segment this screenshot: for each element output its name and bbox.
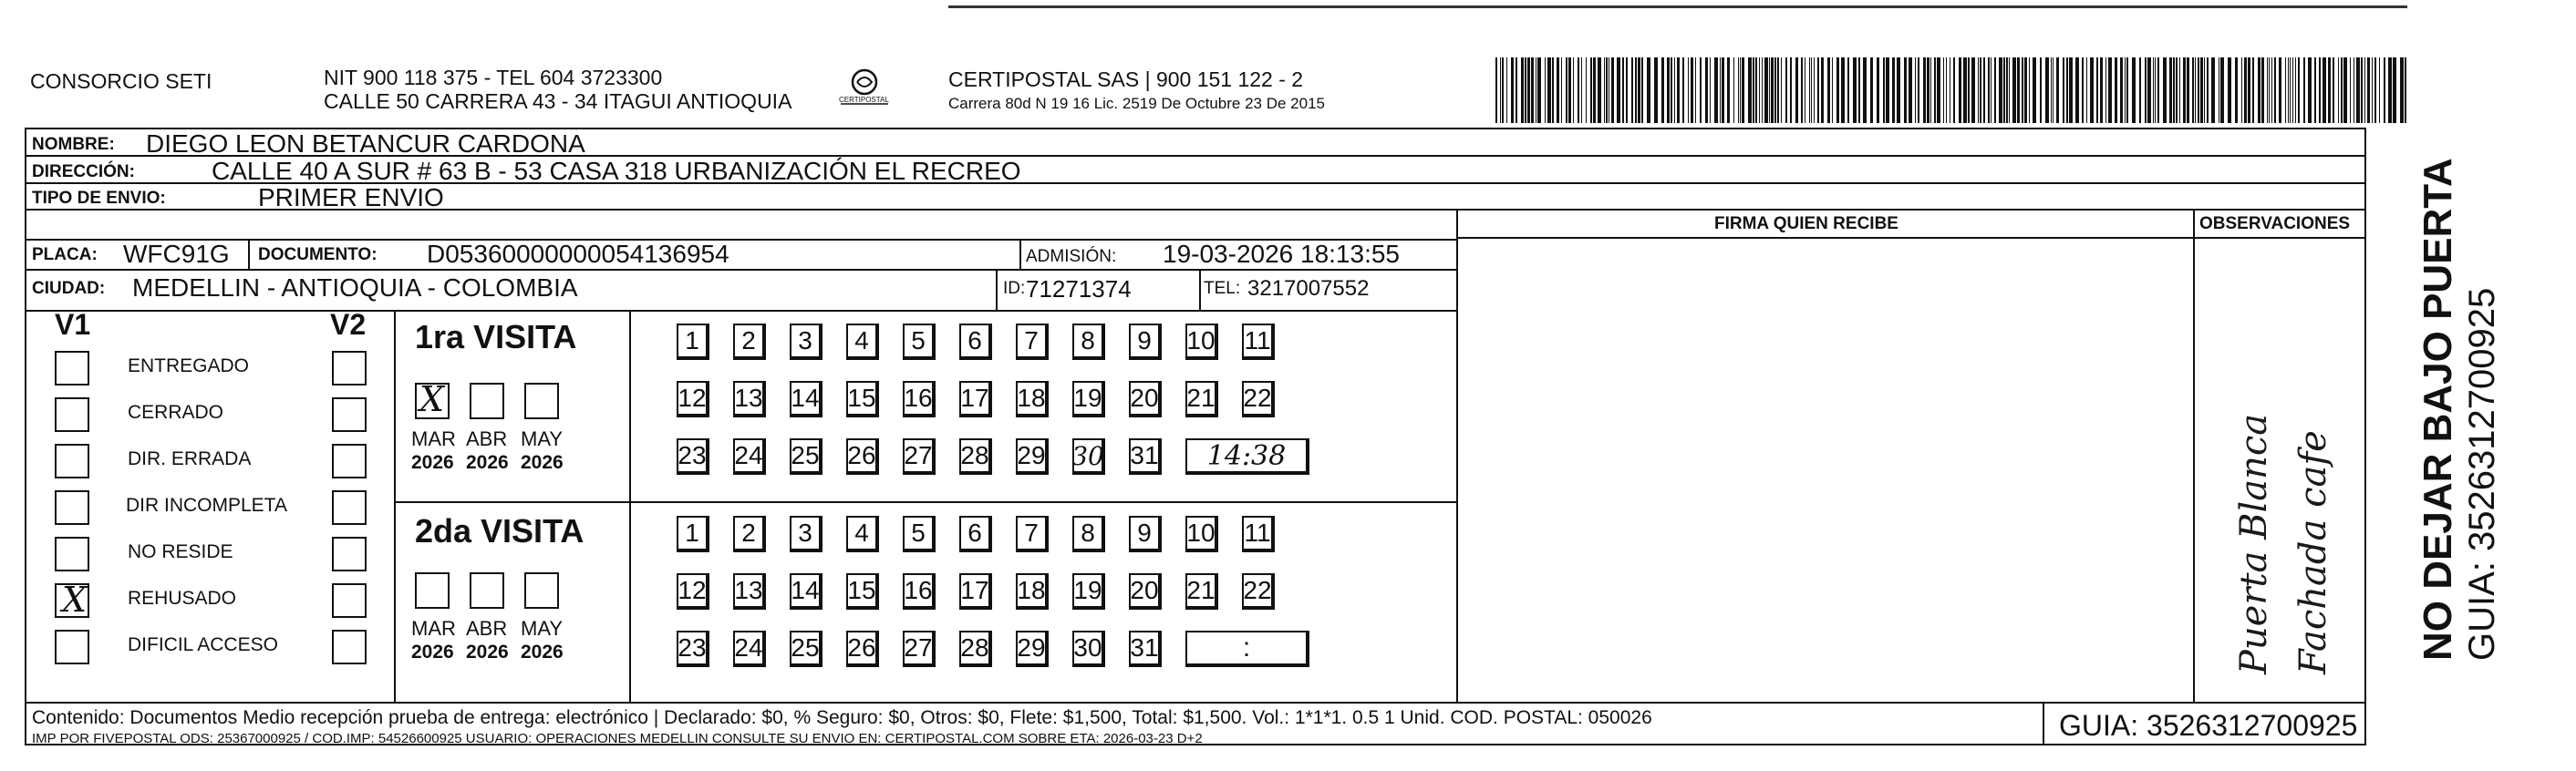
document-label: DOCUMENTO: (258, 245, 378, 264)
day-box[interactable]: 13 (733, 381, 766, 417)
day-box[interactable]: 27 (903, 631, 936, 667)
day-box[interactable]: 15 (846, 381, 879, 417)
month-checkbox[interactable] (524, 572, 559, 609)
year-label: 2026 (411, 642, 454, 663)
side-warning: NO DEJAR BAJO PUERTA (2416, 158, 2460, 661)
day-box[interactable]: 31 (1129, 438, 1162, 475)
day-box[interactable]: 9 (1129, 516, 1162, 552)
day-box[interactable]: 21 (1185, 573, 1218, 610)
month-label: MAR (411, 617, 456, 640)
logo-text: CERTIPOSTAL (839, 96, 889, 104)
day-box[interactable]: 25 (790, 438, 822, 475)
year-label: 2026 (521, 452, 564, 473)
day-box[interactable]: 14 (790, 381, 822, 417)
v2-checkbox[interactable] (332, 490, 367, 525)
month-checkbox[interactable] (415, 572, 450, 609)
v1-checkbox[interactable] (55, 397, 89, 432)
company-name: CONSORCIO SETI (30, 69, 212, 93)
day-box[interactable]: 5 (903, 324, 936, 360)
day-box[interactable]: 21 (1185, 381, 1218, 417)
v2-label: V2 (330, 308, 367, 341)
day-box[interactable]: 12 (677, 381, 709, 417)
day-box[interactable]: 6 (959, 516, 992, 552)
day-box[interactable]: 11 (1242, 516, 1275, 552)
month-checkbox[interactable] (524, 383, 559, 419)
side-labels (2407, 155, 2576, 665)
day-box[interactable]: 23 (677, 631, 709, 667)
first-visit-title: 1ra VISITA (415, 318, 577, 355)
day-box[interactable]: 16 (903, 573, 936, 610)
day-box[interactable]: 2 (733, 516, 766, 552)
day-box[interactable]: 2 (733, 324, 766, 360)
year-label: 2026 (411, 452, 454, 473)
day-box[interactable]: 30 (1072, 631, 1105, 667)
document: D05360000000054136954 (427, 240, 729, 268)
day-box[interactable]: 12 (677, 573, 709, 610)
address-line: CALLE 50 CARRERA 43 - 34 ITAGUI ANTIOQUIA (324, 89, 792, 113)
v1-checkbox[interactable] (55, 490, 89, 525)
day-box[interactable]: 18 (1016, 381, 1049, 417)
v1-checkbox[interactable] (55, 630, 89, 664)
day-box[interactable]: 22 (1242, 573, 1275, 610)
v1-checkbox[interactable] (55, 537, 89, 571)
month-label: ABR (466, 427, 508, 450)
side-guia: GUIA: 3526312700925 (2462, 287, 2502, 661)
day-box[interactable]: 7 (1016, 516, 1049, 552)
day-box[interactable]: 3 (790, 324, 822, 360)
month-label: MAY (521, 617, 564, 640)
send-type: PRIMER ENVIO (258, 183, 444, 211)
status-label: DIFICIL ACCESO (128, 634, 278, 655)
certipostal-logo-icon (837, 66, 892, 117)
name-label: NOMBRE: (32, 135, 115, 154)
v1-checkbox[interactable] (55, 580, 89, 620)
day-box[interactable]: 19 (1072, 381, 1105, 417)
day-box[interactable]: 20 (1129, 381, 1162, 417)
imp-line: IMP POR FIVEPOSTAL ODS: 25367000925 / COD.IMP: 54526600925 USUARIO: OPERACIONES MEDELLIN CONSULTE SU ENVIO EN: CERTIPOSTAL.COM SOBRE ETA: 2026-03-23 D+2 (32, 731, 1203, 746)
day-box[interactable]: 29 (1016, 438, 1049, 475)
observations-note: Puerta Blanca Fachada cafe (2233, 413, 2334, 674)
admission-label: ADMISIÓN: (1026, 247, 1117, 266)
v2-checkbox[interactable] (332, 351, 367, 386)
month-checkbox[interactable] (470, 383, 504, 419)
v2-checkbox[interactable] (332, 583, 367, 618)
plate-label: PLACA: (32, 245, 98, 264)
day-box[interactable]: 26 (846, 631, 879, 667)
day-box[interactable]: 6 (959, 324, 992, 360)
day-box[interactable]: 24 (733, 438, 766, 475)
day-box[interactable]: 18 (1016, 573, 1049, 610)
v1-checkbox[interactable] (55, 444, 89, 478)
day-box[interactable]: 26 (846, 438, 879, 475)
day-box[interactable]: 13 (733, 573, 766, 610)
year-label: 2026 (466, 452, 509, 473)
month-label: MAY (521, 427, 564, 450)
address-label: DIRECCIÓN: (32, 162, 135, 181)
carrier-line: CERTIPOSTAL SAS | 900 151 122 - 2 (948, 67, 1304, 91)
status-label: DIR. ERRADA (128, 448, 252, 469)
admission: 19-03-2026 18:13:55 (1163, 240, 1400, 268)
v1-checkbox[interactable] (55, 351, 89, 386)
day-box[interactable]: 14 (790, 573, 822, 610)
month-checkmark: X (419, 379, 445, 419)
recipient-name: DIEGO LEON BETANCUR CARDONA (146, 129, 585, 158)
time-box[interactable]: : (1185, 631, 1309, 667)
day-box[interactable]: 20 (1129, 573, 1162, 610)
top-stub (948, 0, 2407, 8)
nit-line: NIT 900 118 375 - TEL 604 3723300 (324, 66, 663, 89)
v2-checkbox[interactable] (332, 537, 367, 571)
day-box[interactable]: 27 (903, 438, 936, 475)
day-box[interactable]: 30 (1072, 438, 1105, 475)
id-value: 71271374 (1026, 275, 1132, 303)
day-box[interactable]: 22 (1242, 381, 1275, 417)
status-label: DIR INCOMPLETA (126, 495, 287, 516)
day-box[interactable]: 15 (846, 573, 879, 610)
barcode (1495, 57, 2407, 123)
v1-checkmark: X (62, 580, 88, 620)
signature-header: FIRMA QUIEN RECIBE (1714, 214, 1898, 233)
status-label: ENTREGADO (128, 355, 250, 376)
day-box[interactable]: 7 (1016, 324, 1049, 360)
day-box[interactable]: 23 (677, 438, 709, 475)
day-box[interactable]: 4 (846, 516, 879, 552)
day-box[interactable]: 28 (959, 631, 992, 667)
v2-checkbox[interactable] (332, 444, 367, 478)
id-label: ID: (1003, 279, 1026, 298)
day-box[interactable]: 24 (733, 631, 766, 667)
day-box[interactable]: 1 (677, 324, 709, 360)
status-label: NO RESIDE (128, 541, 233, 562)
day-box[interactable]: 10 (1185, 516, 1218, 552)
plate: WFC91G (123, 240, 230, 268)
day-box[interactable]: 31 (1129, 631, 1162, 667)
day-box[interactable]: 8 (1072, 324, 1105, 360)
month-checkbox[interactable] (470, 572, 504, 609)
day-box[interactable]: 9 (1129, 324, 1162, 360)
day-box[interactable]: 28 (959, 438, 992, 475)
day-box[interactable]: 3 (790, 516, 822, 552)
day-box[interactable]: 4 (846, 324, 879, 360)
tel-label: TEL: (1204, 279, 1241, 298)
day-box[interactable]: 5 (903, 516, 936, 552)
month-checkbox[interactable] (415, 379, 450, 419)
time-box[interactable]: 14:38 (1185, 438, 1309, 475)
day-box[interactable]: 17 (959, 381, 992, 417)
month-label: ABR (466, 617, 508, 640)
observations-header: OBSERVACIONES (2199, 214, 2351, 233)
day-box[interactable]: 17 (959, 573, 992, 610)
v2-checkbox[interactable] (332, 630, 367, 664)
status-label: REHUSADO (128, 588, 237, 609)
send-type-label: TIPO DE ENVIO: (32, 189, 166, 208)
day-box[interactable]: 16 (903, 381, 936, 417)
recipient-address: CALLE 40 A SUR # 63 B - 53 CASA 318 URBANIZACIÓN EL RECREO (212, 157, 1021, 185)
tel-value: 3217007552 (1247, 276, 1370, 301)
city: MEDELLIN - ANTIOQUIA - COLOMBIA (132, 273, 578, 302)
day-box[interactable]: 1 (677, 516, 709, 552)
day-box[interactable]: 11 (1242, 324, 1275, 360)
day-box[interactable]: 10 (1185, 324, 1218, 360)
month-label: MAR (411, 427, 456, 450)
year-label: 2026 (466, 642, 509, 663)
day-box[interactable]: 29 (1016, 631, 1049, 667)
day-box[interactable]: 25 (790, 631, 822, 667)
v2-checkbox[interactable] (332, 397, 367, 432)
signature-area[interactable] (1459, 239, 2191, 700)
status-label: CERRADO (128, 402, 224, 423)
city-label: CIUDAD: (32, 279, 106, 298)
v1-label: V1 (55, 308, 91, 341)
day-box[interactable]: 19 (1072, 573, 1105, 610)
carrier-sub: Carrera 80d N 19 16 Lic. 2519 De Octubre 23 De 2015 (948, 95, 1325, 112)
year-label: 2026 (521, 642, 564, 663)
day-box[interactable]: 8 (1072, 516, 1105, 552)
second-visit-title: 2da VISITA (415, 512, 585, 550)
footer-guia: GUIA: 3526312700925 (2059, 709, 2358, 742)
content-line: Contenido: Documentos Medio recepción prueba de entrega: electrónico | Declarado: $0, % Seguro: $0, Otros: $0, Flete: $1,500, Total: $1,500. Vol.: 1*1*1. 0.5 1 Unid. COD. POSTAL: 050026 (32, 707, 1652, 728)
